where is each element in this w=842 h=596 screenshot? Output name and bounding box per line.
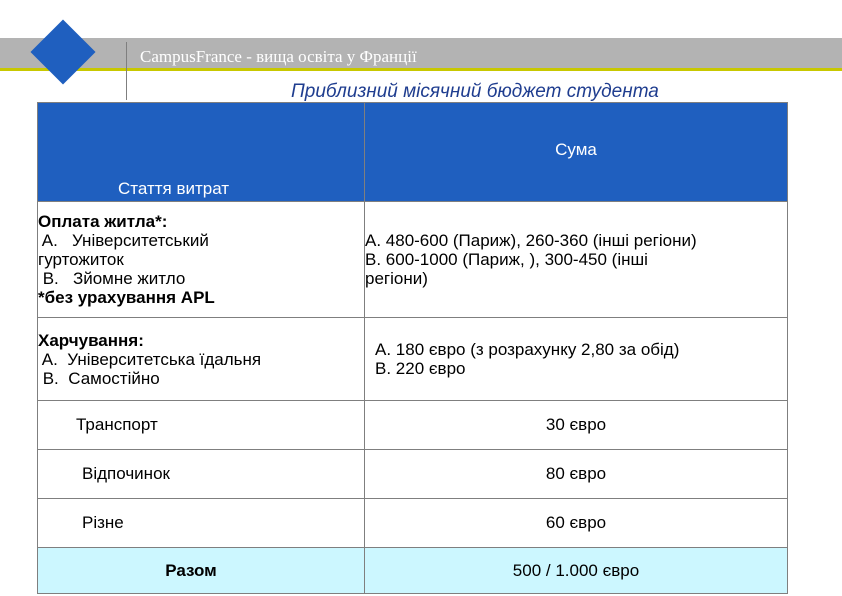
transport-label: Транспорт <box>38 401 365 450</box>
header-expense-label: Стаття витрат <box>118 179 230 198</box>
housing-note: *без урахування APL <box>38 288 215 307</box>
table-row <box>38 450 788 499</box>
transport-amount: 30 євро <box>365 401 788 450</box>
total-label: Разом <box>38 548 365 594</box>
food-amount-cell <box>365 318 788 401</box>
table-row <box>38 318 788 401</box>
table-row <box>38 499 788 548</box>
misc-amount: 60 євро <box>365 499 788 548</box>
housing-option-b: B. Зйомне житло <box>38 269 186 288</box>
food-amount-b: B. 220 євро <box>375 359 466 378</box>
header-text: CampusFrance - вища освіта у Франції <box>140 47 417 66</box>
header-cell-amount <box>365 103 788 202</box>
total-amount: 500 / 1.000 євро <box>365 548 788 594</box>
food-option-b: B. Самостійно <box>38 368 160 388</box>
food-title: Харчування: <box>38 330 144 350</box>
header-divider <box>126 42 127 100</box>
food-label-cell <box>38 318 365 401</box>
table-header-row <box>38 103 788 202</box>
header-amount-label: Сума <box>555 140 597 159</box>
food-amount-a: A. 180 євро (з розрахунку 2,80 за обід) <box>375 340 680 359</box>
leisure-label: Відпочинок <box>38 450 365 499</box>
table-row <box>38 202 788 318</box>
food-option-a: A. Університетська їдальня <box>38 349 262 369</box>
housing-title: Оплата житла*: <box>38 212 168 231</box>
housing-option-a: A. Університетський <box>38 231 209 250</box>
budget-table <box>37 102 788 594</box>
header-cell-expense <box>38 103 365 202</box>
diamond-logo-icon <box>30 19 95 84</box>
housing-amount-b: B. 600-1000 (Париж, ), 300-450 (інші <box>365 250 648 269</box>
total-row <box>38 548 788 594</box>
page-title: Приблизний місячний бюджет студента <box>291 81 659 102</box>
housing-amount-a: A. 480-600 (Париж), 260-360 (інші регіони) <box>365 231 697 250</box>
table-row <box>38 401 788 450</box>
housing-amount-b-cont: регіони) <box>365 269 428 288</box>
housing-option-a-cont: гуртожиток <box>38 250 124 269</box>
housing-amount-cell <box>365 202 788 318</box>
leisure-amount: 80 євро <box>365 450 788 499</box>
misc-label: Різне <box>38 499 365 548</box>
housing-label-cell <box>38 202 365 318</box>
